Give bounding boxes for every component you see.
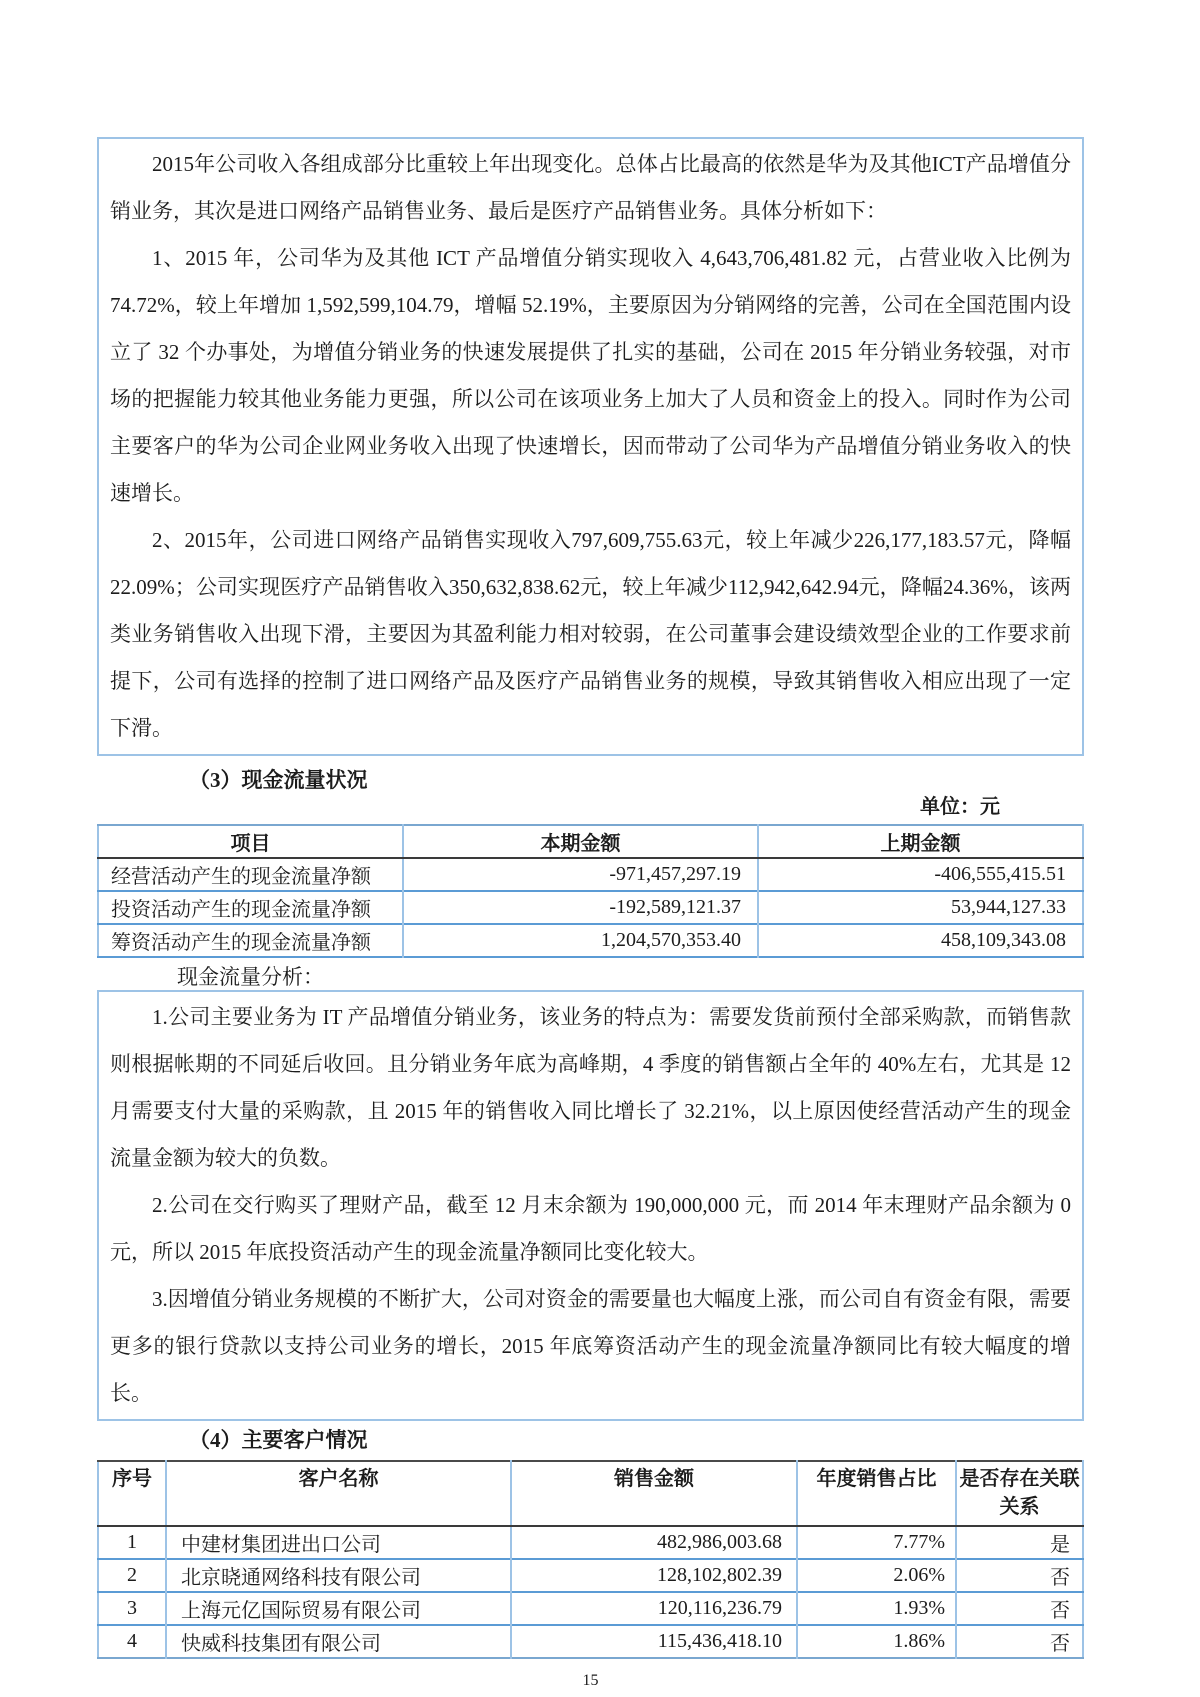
paragraph: 1.公司主要业务为 IT 产品增值分销业务，该业务的特点为：需要发货前预付全部采购款，而销售款则根据帐期的不同延后收回。且分销业务年底为高峰期，4 季度的销售额占全年的 40%左右，尤其是 12 月需要支付大量的采购款，且 2015 年的销售收入同比增长了 32.21%，以上原因使经营活动产生的现金流量金额为较大的负数。 [110, 1005, 1071, 1170]
column-header-no: 序号 [98, 1461, 166, 1526]
cell-name: 北京晓通网络科技有限公司 [166, 1559, 511, 1592]
cash-flow-analysis-block [97, 990, 1084, 1421]
cell-share: 1.93% [797, 1592, 956, 1625]
table-row [98, 858, 1083, 891]
cell-name: 中建材集团进出口公司 [166, 1526, 511, 1559]
cell-item: 投资活动产生的现金流量净额 [98, 891, 403, 924]
cell-no: 2 [98, 1559, 166, 1592]
column-header-item: 项目 [98, 825, 403, 858]
cell-related: 否 [956, 1625, 1083, 1658]
cell-no: 4 [98, 1625, 166, 1658]
cell-amount: 120,116,236.79 [511, 1592, 797, 1625]
column-header-prior: 上期金额 [758, 825, 1083, 858]
paragraph: 1、2015 年，公司华为及其他 ICT 产品增值分销实现收入 4,643,706,481.82 元，占营业收入比例为74.72%，较上年增加 1,592,599,104.79，增幅 52.19%，主要原因为分销网络的完善，公司在全国范围内设立了 32 个办事处，为增值分销业务的快速发展提供了扎实的基础，公司在 2015 年分销业务较强，对市场的把握能力较其他业务能力更强，所以公司在该项业务上加大了人员和资金上的投入。同时作为公司主要客户的华为公司企业网业务收入出现了快速增长，因而带动了公司华为产品增值分销业务收入的快速增长。 [110, 246, 1071, 505]
cell-prior: -406,555,415.51 [758, 858, 1083, 891]
cell-amount: 115,436,418.10 [511, 1625, 797, 1658]
table-row [98, 1625, 1083, 1658]
table-header-row [98, 825, 1083, 858]
column-header-current: 本期金额 [403, 825, 758, 858]
cell-share: 7.77% [797, 1526, 956, 1559]
table-row [98, 1592, 1083, 1625]
cell-no: 3 [98, 1592, 166, 1625]
cell-current: 1,204,570,353.40 [403, 924, 758, 957]
revenue-analysis-block [97, 137, 1084, 756]
cell-related: 否 [956, 1592, 1083, 1625]
cell-related: 是 [956, 1526, 1083, 1559]
paragraph: 2、2015年，公司进口网络产品销售实现收入797,609,755.63元，较上年减少226,177,183.57元，降幅22.09%；公司实现医疗产品销售收入350,632,838.62元，较上年减少112,942,642.94元，降幅24.36%，该两类业务销售收入出现下滑，主要因为其盈利能力相对较弱，在公司董事会建设绩效型企业的工作要求前提下，公司有选择的控制了进口网络产品及医疗产品销售业务的规模，导致其销售收入相应出现了一定下滑。 [110, 528, 1071, 740]
cash-flow-table [97, 824, 1084, 958]
column-header-amount: 销售金额 [511, 1461, 797, 1526]
cash-flow-analysis-label: 现金流量分析： [177, 965, 324, 989]
customers-table [97, 1460, 1084, 1659]
report-page-content [97, 137, 1084, 1691]
cell-prior: 458,109,343.08 [758, 924, 1083, 957]
cell-item: 经营活动产生的现金流量净额 [111, 866, 371, 888]
column-header-share: 年度销售占比 [797, 1461, 956, 1526]
column-header-related: 是否存在关联关系 [956, 1461, 1083, 1526]
paragraph: 2.公司在交行购买了理财产品，截至 12 月末余额为 190,000,000 元，而 2014 年末理财产品余额为 0 元，所以 2015 年底投资活动产生的现金流量净额同比变化较大。 [110, 1193, 1071, 1264]
section-heading-cash-flow: （3）现金流量状况 [189, 768, 368, 792]
paragraph: 2015年公司收入各组成部分比重较上年出现变化。总体占比最高的依然是华为及其他ICT产品增值分销业务，其次是进口网络产品销售业务、最后是医疗产品销售业务。具体分析如下： [110, 152, 1071, 223]
paragraph: 3.因增值分销业务规模的不断扩大，公司对资金的需要量也大幅度上涨，而公司自有资金有限，需要更多的银行贷款以支持公司业务的增长，2015 年底筹资活动产生的现金流量净额同比有较大幅度的增长。 [110, 1287, 1071, 1405]
cell-share: 2.06% [797, 1559, 956, 1592]
cell-no: 1 [127, 1531, 137, 1553]
cell-related: 否 [956, 1559, 1083, 1592]
cell-prior: 53,944,127.33 [758, 891, 1083, 924]
table-row [98, 924, 1083, 957]
cell-item: 筹资活动产生的现金流量净额 [98, 924, 403, 957]
table-row [98, 1559, 1083, 1592]
cell-amount: 128,102,802.39 [511, 1559, 797, 1592]
cell-share: 1.86% [797, 1625, 956, 1658]
table-row [98, 1526, 1083, 1559]
cell-amount: 482,986,003.68 [511, 1526, 797, 1559]
section-heading-customers: （4）主要客户情况 [189, 1428, 368, 1452]
unit-label: 单位：元 [920, 796, 1000, 818]
column-header-name: 客户名称 [166, 1461, 511, 1526]
cell-current: -192,589,121.37 [403, 891, 758, 924]
table-header-row [98, 1461, 1083, 1526]
table-row [98, 891, 1083, 924]
cell-name: 快威科技集团有限公司 [166, 1625, 511, 1658]
page-number: 15 [582, 1672, 599, 1689]
cell-current: -971,457,297.19 [403, 858, 758, 891]
cell-name: 上海元亿国际贸易有限公司 [166, 1592, 511, 1625]
